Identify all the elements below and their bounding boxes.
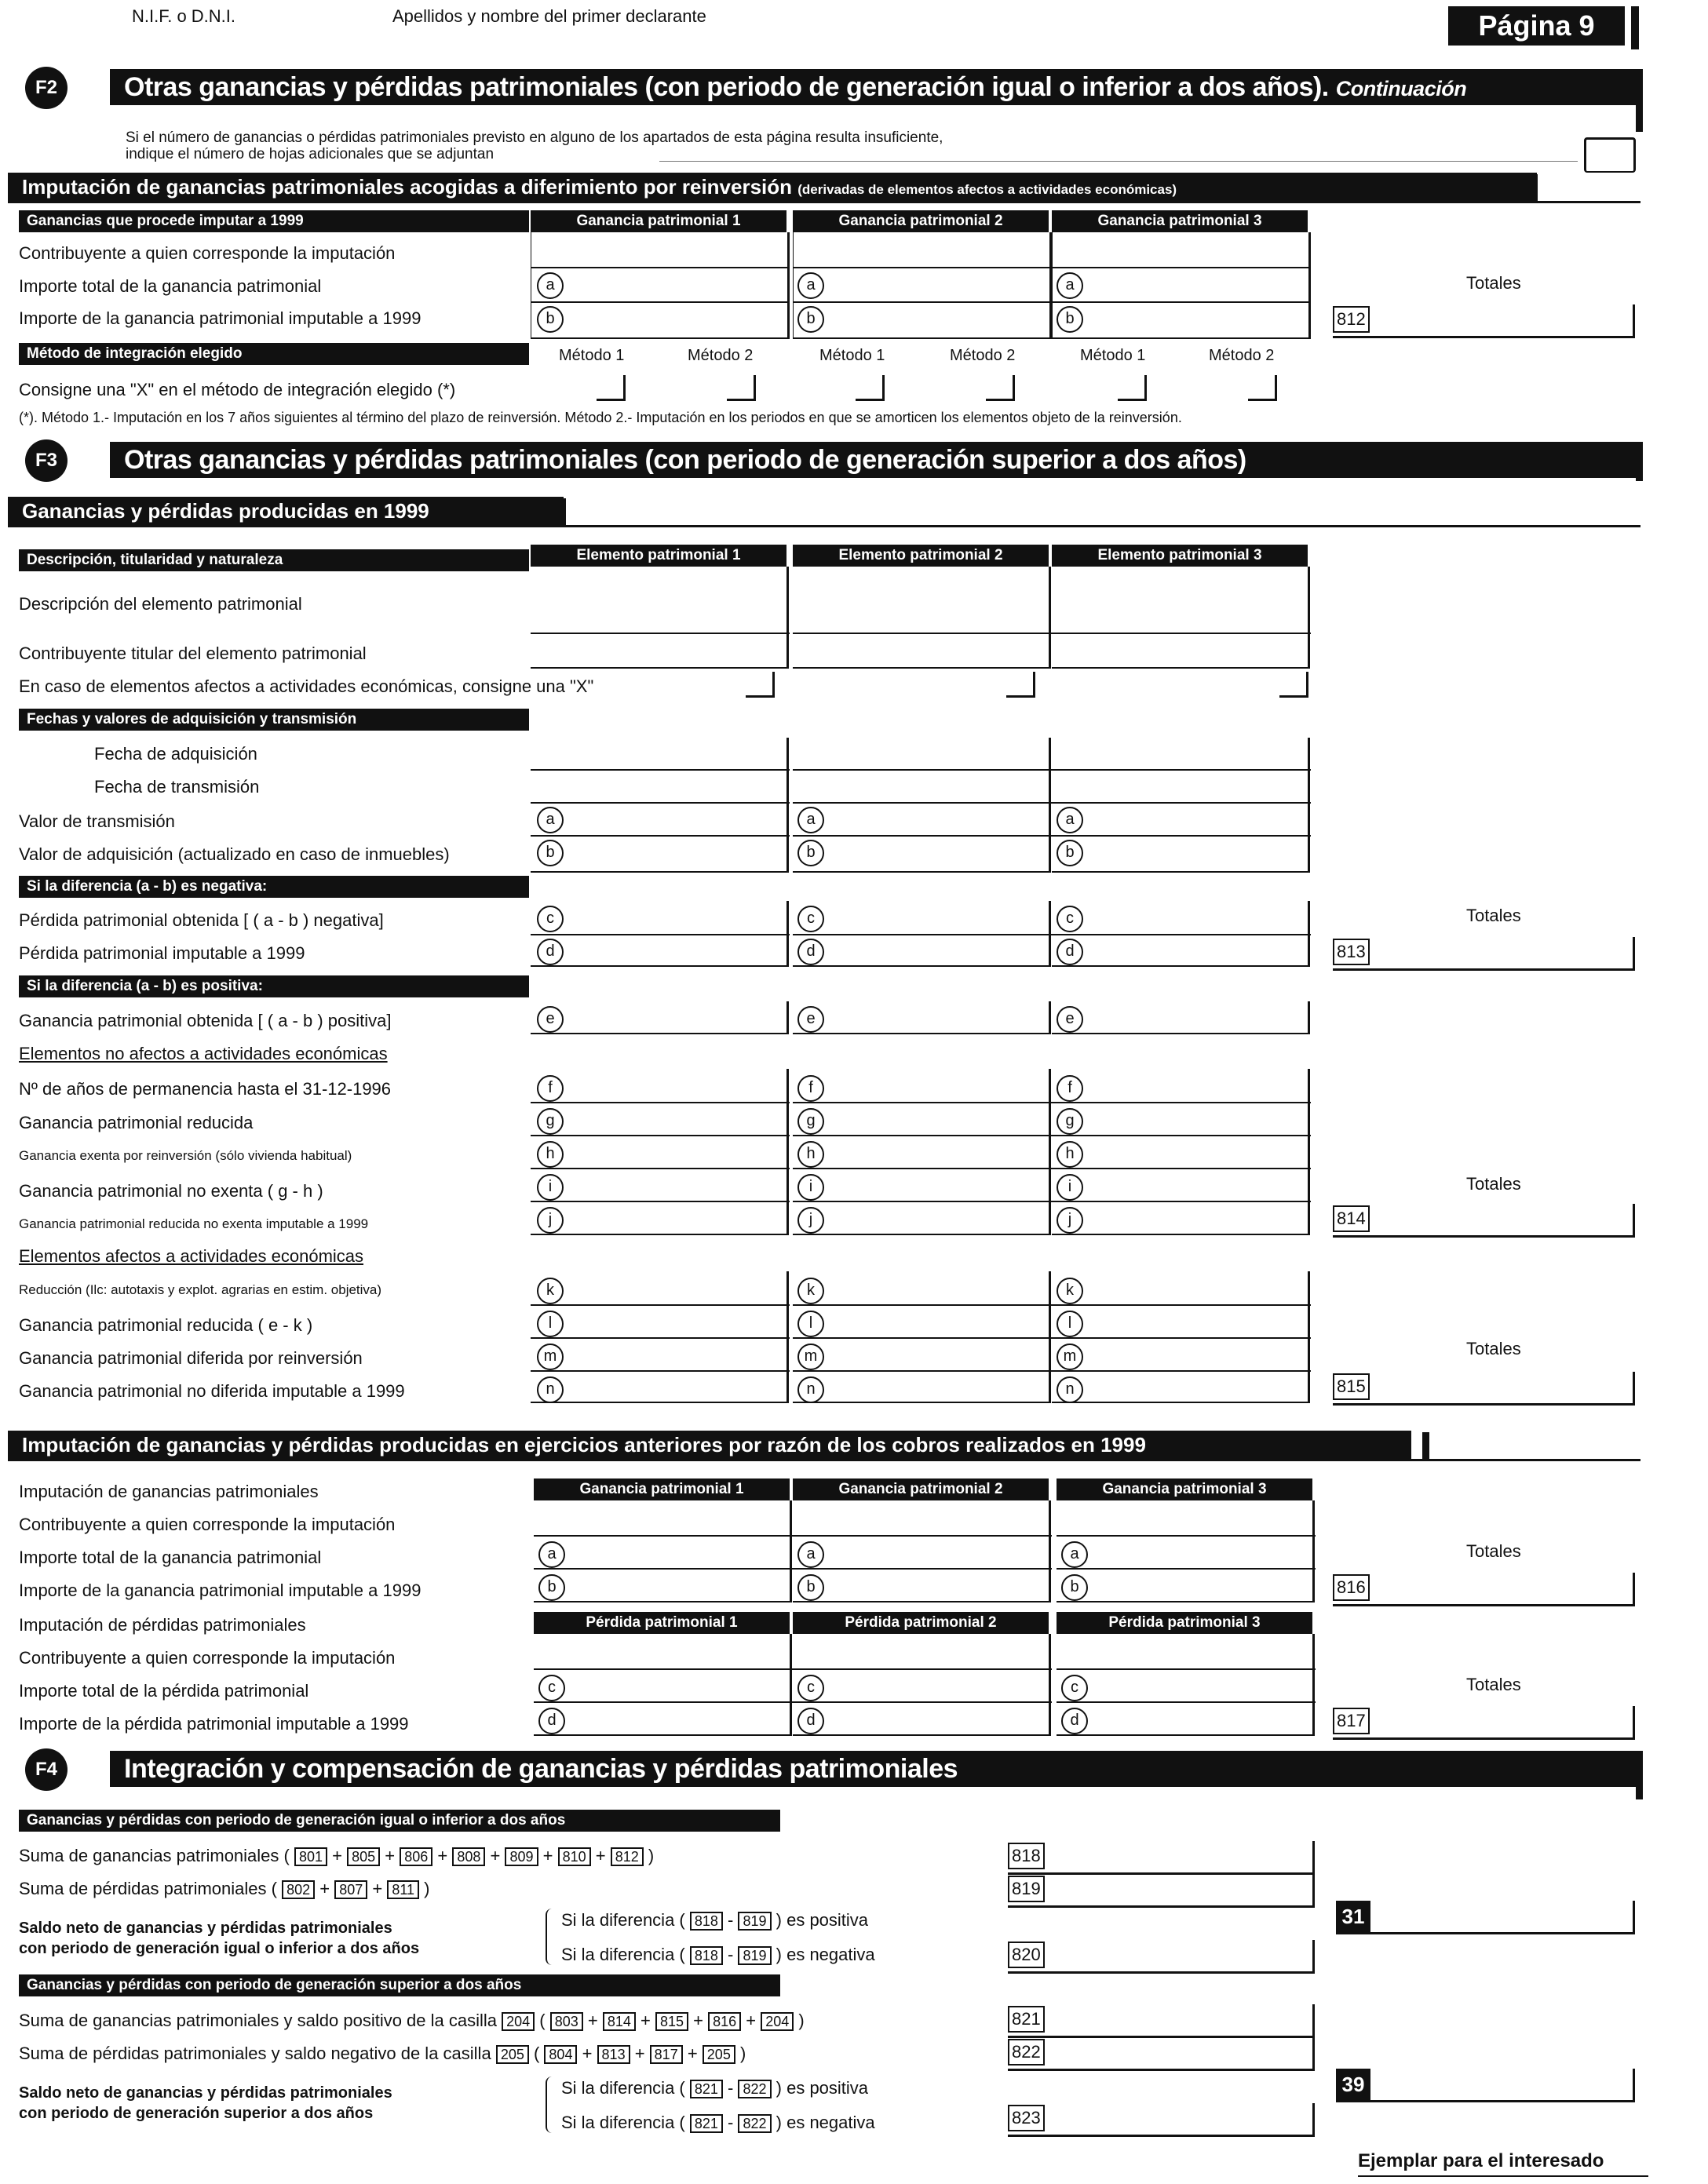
total-812-field[interactable] <box>1333 304 1635 338</box>
section-f2-badge: F2 <box>25 67 68 109</box>
code-820: 820 <box>1008 1942 1045 1968</box>
row-loss-1999: Pérdida patrimonial imputable a 1999 <box>19 943 305 963</box>
gain-1-method-2[interactable] <box>727 375 756 401</box>
gains-to-impute-label: Ganancias que procede imputar a 1999 <box>19 210 529 232</box>
additional-sheets-input[interactable] <box>1584 137 1636 173</box>
element-1-affected-check[interactable] <box>746 672 775 698</box>
row-element-description: Descripción del elemento patrimonial <box>19 594 302 614</box>
field-820[interactable] <box>1008 1940 1315 1974</box>
col-prev-gain-2: Ganancia patrimonial 2 <box>793 1478 1049 1500</box>
total-817-field[interactable] <box>1333 1706 1635 1740</box>
code-815: 815 <box>1333 1373 1370 1400</box>
page-number: Página 9 <box>1448 6 1625 46</box>
prev-loss-2-inputs[interactable] <box>793 1634 1051 1736</box>
field-39[interactable] <box>1336 2069 1635 2102</box>
row-acq-value: Valor de adquisición (actualizado en caso de inmuebles) <box>19 844 450 864</box>
row-reduced-gain-2: Ganancia patrimonial reducida ( e - k ) <box>19 1315 313 1335</box>
code-817: 817 <box>1333 1708 1370 1734</box>
gain-1-inputs[interactable] <box>531 232 790 339</box>
code-819: 819 <box>1008 1876 1045 1902</box>
row-deferred-gain: Ganancia patrimonial diferida por reinversión <box>19 1348 363 1368</box>
element-1-gain[interactable] <box>531 1001 789 1034</box>
col-gain-2: Ganancia patrimonial 2 <box>793 210 1049 232</box>
code-814: 814 <box>1333 1205 1370 1232</box>
description-label: Descripción, titularidad y naturaleza <box>19 549 529 571</box>
row-diff-positive-long: Si la diferencia ( 821 - 822 ) es positiva <box>561 2078 869 2098</box>
non-affected-label: Elementos no afectos a actividades económicas <box>19 1044 388 1063</box>
element-1-desc[interactable] <box>531 567 789 669</box>
row-sum-losses-long: Suma de pérdidas patrimoniales y saldo negativo de la casilla 205 ( 804 + 813 + 817 + 205 ) <box>19 2044 746 2063</box>
method-footnote: (*). Método 1.- Imputación en los 7 años siguientes al término del plazo de reinversión. Método 2.- Imputación en los periodos en que se amorticen los elementos objeto de la reinversión. <box>19 410 1182 425</box>
element-1-non-affected[interactable] <box>531 1069 789 1235</box>
row-diff-negative-long: Si la diferencia ( 821 - 822 ) es negativa <box>561 2113 875 2132</box>
row-diff-negative-short: Si la diferencia ( 818 - 819 ) es negativa <box>561 1945 875 1964</box>
row-diff-positive-short: Si la diferencia ( 818 - 819 ) es positiva <box>561 1910 869 1930</box>
code-818: 818 <box>1008 1843 1045 1869</box>
f2-imputation-title: Imputación de ganancias patrimoniales acogidas a diferimiento por reinversión (derivadas de elementos afectos a actividades económicas) <box>8 173 1537 201</box>
row-prev-loss-contributor: Contribuyente a quien corresponde la imputación <box>19 1648 396 1668</box>
row-element-owner: Contribuyente titular del elemento patrimonial <box>19 644 367 663</box>
row-prev-loss-1999: Importe de la pérdida patrimonial imputable a 1999 <box>19 1714 409 1734</box>
col-prev-gain-1: Ganancia patrimonial 1 <box>534 1478 790 1500</box>
element-2-desc[interactable] <box>793 567 1051 669</box>
col-prev-loss-3: Pérdida patrimonial 3 <box>1057 1612 1312 1634</box>
row-reduced-nonexempt-1999: Ganancia patrimonial reducida no exenta imputable a 1999 <box>19 1216 369 1231</box>
row-gain-obtained: Ganancia patrimonial obtenida [ ( a - b ) positiva] <box>19 1011 392 1030</box>
total-814-field[interactable] <box>1333 1204 1635 1238</box>
row-nonexempt-gain: Ganancia patrimonial no exenta ( g - h ) <box>19 1181 323 1201</box>
row-transfer-date: Fecha de transmisión <box>94 777 260 797</box>
row-acq-date: Fecha de adquisición <box>94 744 257 764</box>
field-819[interactable] <box>1008 1874 1315 1908</box>
col-prev-loss-2: Pérdida patrimonial 2 <box>793 1612 1049 1634</box>
element-3-desc[interactable] <box>1052 567 1310 669</box>
additional-sheets-note: Si el número de ganancias o pérdidas patrimoniales previsto en alguno de los apartados de esta página resulta insuficiente, <box>126 129 943 146</box>
net-balance-long-label: Saldo neto de ganancias y pérdidas patrimoniales <box>19 2084 392 2102</box>
gain-3-method-1[interactable] <box>1118 375 1147 401</box>
code-39: 39 <box>1336 2069 1370 2100</box>
gain-imputation-label: Imputación de ganancias patrimoniales <box>19 1482 319 1501</box>
f3-produced-title: Ganancias y pérdidas producidas en 1999 <box>8 497 564 525</box>
total-816-field[interactable] <box>1333 1573 1635 1606</box>
row-prev-contributor: Contribuyente a quien corresponde la imputación <box>19 1515 396 1534</box>
code-812: 812 <box>1333 306 1370 333</box>
element-3-non-affected[interactable] <box>1052 1069 1310 1235</box>
code-816: 816 <box>1333 1574 1370 1601</box>
element-3-affected-check[interactable] <box>1279 672 1308 698</box>
section-f2-title: Otras ganancias y pérdidas patrimoniales (con periodo de generación igual o inferior a dos años). Continuación <box>110 69 1639 105</box>
total-815-field[interactable] <box>1333 1372 1635 1406</box>
row-years: Nº de años de permanencia hasta el 31-12-1996 <box>19 1079 392 1099</box>
row-loss-obtained: Pérdida patrimonial obtenida [ ( a - b ) negativa] <box>19 910 384 930</box>
row-prev-total-gain: Importe total de la ganancia patrimonial <box>19 1548 322 1567</box>
imputation-previous-title: Imputación de ganancias y pérdidas producidas en ejercicios anteriores por razón de los cobros realizados en 1999 <box>8 1431 1411 1459</box>
row-reduced-gain: Ganancia patrimonial reducida <box>19 1113 254 1132</box>
element-3-gain[interactable] <box>1052 1001 1310 1034</box>
gain-2-method-1[interactable] <box>856 375 885 401</box>
dates-values-label: Fechas y valores de adquisición y transmisión <box>19 709 529 731</box>
long-period-label: Ganancias y pérdidas con periodo de generación superior a dos años <box>19 1974 780 1996</box>
loss-imputation-label: Imputación de pérdidas patrimoniales <box>19 1615 306 1635</box>
integration-method-label: Método de integración elegido <box>19 343 529 365</box>
row-transfer-value: Valor de transmisión <box>19 811 175 831</box>
net-balance-short-label: Saldo neto de ganancias y pérdidas patrimoniales <box>19 1920 392 1937</box>
row-contributor: Contribuyente a quien corresponde la imputación <box>19 243 396 263</box>
row-nondeferred-gain: Ganancia patrimonial no diferida imputable a 1999 <box>19 1381 405 1401</box>
element-1-values[interactable] <box>531 738 789 873</box>
gain-3-method-2[interactable] <box>1248 375 1277 401</box>
col-gain-3: Ganancia patrimonial 3 <box>1052 210 1308 232</box>
affected-label: Elementos afectos a actividades económicas <box>19 1246 364 1266</box>
gain-2-method-2[interactable] <box>986 375 1015 401</box>
element-2-affected-check[interactable] <box>1006 672 1035 698</box>
prev-gain-1-inputs[interactable] <box>534 1500 792 1602</box>
row-sum-losses-short: Suma de pérdidas patrimoniales ( 802 + 807 + 811 ) <box>19 1879 430 1898</box>
net-balance-short-label-2: con periodo de generación igual o inferior a dos años <box>19 1940 420 1957</box>
row-element-affected: En caso de elementos afectos a actividades económicas, consigne una "X" <box>19 676 594 696</box>
code-822: 822 <box>1008 2039 1045 2066</box>
code-813: 813 <box>1333 939 1370 965</box>
section-f3-title: Otras ganancias y pérdidas patrimoniales (con periodo de generación superior a dos años) <box>110 442 1639 478</box>
prev-gain-3-inputs[interactable] <box>1057 1500 1315 1602</box>
element-2-values[interactable] <box>793 738 1051 873</box>
prev-gain-2-inputs[interactable] <box>793 1500 1051 1602</box>
code-821: 821 <box>1008 2006 1045 2033</box>
row-gain-1999: Importe de la ganancia patrimonial imputable a 1999 <box>19 308 422 328</box>
col-prev-gain-3: Ganancia patrimonial 3 <box>1057 1478 1312 1500</box>
element-3-values[interactable] <box>1052 738 1310 873</box>
prev-loss-3-inputs[interactable] <box>1057 1634 1315 1736</box>
section-f3-badge: F3 <box>25 439 68 482</box>
element-2-non-affected[interactable] <box>793 1069 1051 1235</box>
row-sum-gains-long: Suma de ganancias patrimoniales y saldo positivo de la casilla 204 ( 803 + 814 + 815 + 816 + 204 ) <box>19 2011 805 2030</box>
field-822[interactable] <box>1008 2037 1315 2071</box>
section-f4-badge: F4 <box>25 1748 68 1791</box>
total-813-field[interactable] <box>1333 937 1635 971</box>
row-reduction: Reducción (Ilc: autotaxis y explot. agrarias en estim. objetiva) <box>19 1282 382 1297</box>
prev-loss-1-inputs[interactable] <box>534 1634 792 1736</box>
row-total-gain: Importe total de la ganancia patrimonial <box>19 276 322 296</box>
section-f4-title: Integración y compensación de ganancias y pérdidas patrimoniales <box>110 1751 1639 1787</box>
col-gain-1: Ganancia patrimonial 1 <box>531 210 786 232</box>
copy-label: Ejemplar para el interesado <box>1358 2150 1604 2171</box>
net-balance-long-label-2: con periodo de generación superior a dos años <box>19 2105 374 2122</box>
row-exempt-gain: Ganancia exenta por reinversión (sólo vivienda habitual) <box>19 1148 352 1163</box>
totals-label: Totales <box>1466 273 1521 293</box>
col-element-1: Elemento patrimonial 1 <box>531 545 786 567</box>
gain-3-inputs[interactable] <box>1052 232 1311 339</box>
col-element-3: Elemento patrimonial 3 <box>1052 545 1308 567</box>
additional-sheets-note-2: indique el número de hojas adicionales que se adjuntan <box>126 146 495 162</box>
code-823: 823 <box>1008 2105 1045 2131</box>
row-method-choice: Consigne una "X" en el método de integración elegido (*) <box>19 380 456 399</box>
element-2-gain[interactable] <box>793 1001 1051 1034</box>
nif-label: N.I.F. o D.N.I. <box>132 6 236 26</box>
row-prev-gain-1999: Importe de la ganancia patrimonial imputable a 1999 <box>19 1581 422 1600</box>
gain-2-inputs[interactable] <box>793 232 1052 339</box>
negative-diff-label: Si la diferencia (a - b) es negativa: <box>19 876 529 898</box>
gain-1-method-1[interactable] <box>597 375 626 401</box>
field-31[interactable] <box>1336 1901 1635 1934</box>
field-818[interactable] <box>1008 1841 1315 1875</box>
positive-diff-label: Si la diferencia (a - b) es positiva: <box>19 975 529 997</box>
field-823[interactable] <box>1008 2103 1315 2137</box>
short-period-label: Ganancias y pérdidas con periodo de generación igual o inferior a dos años <box>19 1810 780 1832</box>
declarant-name-label: Apellidos y nombre del primer declarante <box>392 6 706 26</box>
col-element-2: Elemento patrimonial 2 <box>793 545 1049 567</box>
row-prev-total-loss: Importe total de la pérdida patrimonial <box>19 1681 309 1701</box>
col-prev-loss-1: Pérdida patrimonial 1 <box>534 1612 790 1634</box>
page-bar <box>1631 6 1639 49</box>
code-31: 31 <box>1336 1901 1370 1932</box>
row-sum-gains-short: Suma de ganancias patrimoniales ( 801 + 805 + 806 + 808 + 809 + 810 + 812 ) <box>19 1846 655 1865</box>
field-821[interactable] <box>1008 2004 1315 2038</box>
